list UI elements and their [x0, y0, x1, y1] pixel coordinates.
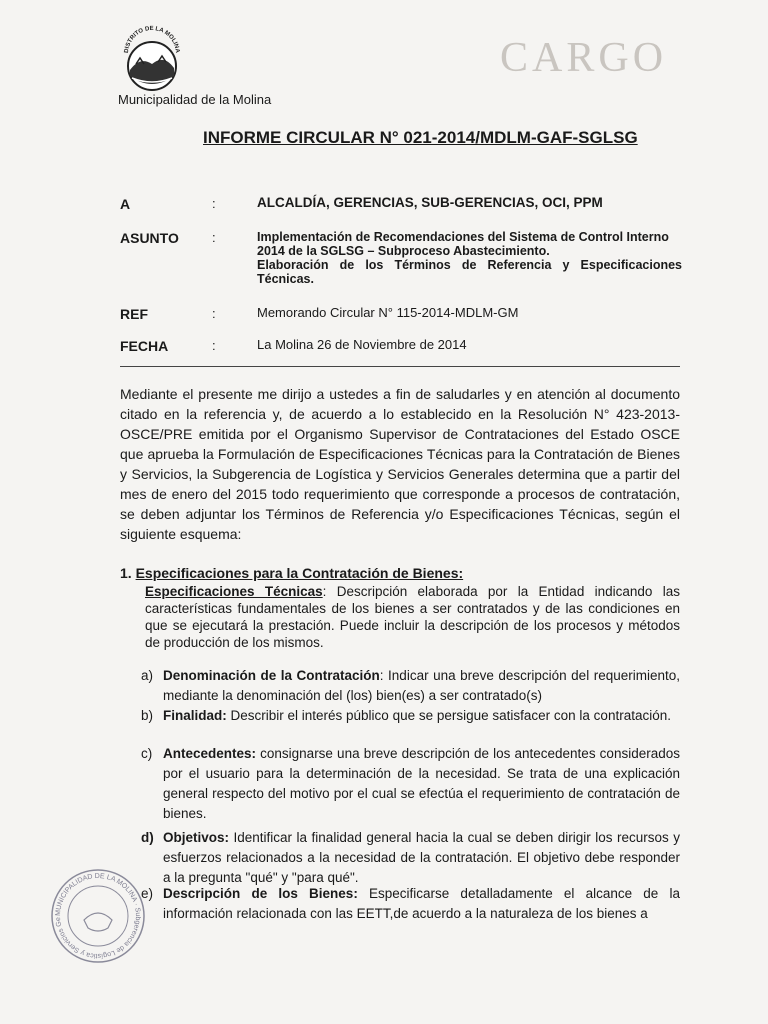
asunto-line: Implementación de Recomendaciones del Sistema de Control Interno	[257, 230, 669, 244]
field-ref-label: REF	[120, 306, 148, 322]
list-item-label: Descripción de los Bienes:	[163, 886, 358, 901]
svg-text:DISTRITO DE LA MOLINA: DISTRITO DE LA MOLINA	[123, 25, 181, 54]
list-item-label: Antecedentes:	[163, 746, 257, 761]
list-item-mark: a)	[141, 668, 154, 683]
field-fecha-colon: :	[212, 338, 216, 353]
list-item-text: : Indicar una breve descripción del requerimiento, mediante la denominación del (los) bien(es) a ser contratado(s)	[163, 668, 680, 703]
field-a-colon: :	[212, 196, 216, 211]
section-1-title	[120, 565, 463, 581]
field-a-label: A	[120, 196, 131, 212]
municipality-name: Municipalidad de la Molina	[118, 92, 272, 107]
section-1-number: 1.	[120, 565, 132, 581]
field-asunto-value	[257, 230, 682, 286]
asunto-line: Elaboración de los Términos de Referencia y Especificaciones	[257, 258, 682, 272]
field-asunto-colon: :	[212, 230, 216, 245]
list-item-mark: c)	[141, 746, 153, 761]
list-item-text: Especificarse detalladamente el alcance de la información relacionada con las EETT,de acuerdo a la naturaleza de los bienes a	[163, 886, 680, 921]
field-ref-colon: :	[212, 306, 216, 321]
list-item-mark: b)	[141, 708, 154, 723]
official-seal	[48, 866, 148, 966]
cargo-stamp: CARGO	[500, 35, 668, 81]
field-fecha-label: FECHA	[120, 338, 169, 354]
section-1-heading: Especificaciones para la Contratación de Bienes:	[135, 565, 464, 581]
list-item-mark: d)	[141, 830, 154, 845]
body-paragraph: Mediante el presente me dirijo a ustedes a fin de saludarles y en atención al documento citado en la referencia y, de acuerdo a lo establecido en la Resolución N° 423-2013-OSCE/PRE emitida por el Organismo Supervisor de Contrataciones del Estado OSCE que aprueba la Formulación de Especificaciones Técnicas para la Contratación de Bienes y Servicios, la Subgerencia de Logística y Servicios Generales determina que a partir del mes de enero del 2015 todo requerimiento que corresponde a procesos de contratación, se deben adjuntar los Términos de Referencia y/o Especificaciones Técnicas, según el siguiente esquema:	[120, 386, 680, 542]
svg-text:MUNICIPALIDAD DE LA MOLINA · S: MUNICIPALIDAD DE LA MOLINA · Subgerencia de Logística y Servicios Ge	[54, 872, 142, 960]
intro-text: : Descripción elaborada por la Entidad indicando las características fundamentales de los bienes a ser contratados y de las condiciones en que se ejecutará la prestación. Puede incluir la descripción de los procesos y métodos de producción de los mismos.	[145, 584, 680, 650]
document-title: INFORME CIRCULAR N° 021-2014/MDLM-GAF-SGLSG	[203, 128, 638, 147]
header-divider	[120, 366, 680, 367]
field-fecha-value: La Molina 26 de Noviembre de 2014	[257, 337, 467, 352]
list-item-text: Describir el interés público que se persigue satisfacer con la contratación.	[226, 708, 671, 723]
list-item-label: Denominación de la Contratación	[163, 668, 380, 683]
asunto-line: Técnicas.	[257, 272, 314, 286]
municipality-logo	[118, 20, 186, 92]
list-item-label: Finalidad:	[163, 708, 227, 723]
field-asunto-label: ASUNTO	[120, 230, 179, 246]
intro-label: Especificaciones Técnicas	[145, 584, 323, 599]
list-item-text: Identificar la finalidad general hacia la cual se deben dirigir los recursos y esfuerzos relacionados a la necesidad de la contratación. El objetivo debe responder a la pregunta "qué" y "para qué".	[163, 830, 680, 885]
section-1-intro	[145, 583, 680, 651]
list-item-label: Objetivos:	[163, 830, 230, 845]
list-item-text: consignarse una breve descripción de los antecedentes considerados por el usuario para la determinación de la necesidad. Se trata de una explicación general respecto del motivo por el cual se efectúa el requerimiento de contratación de bienes.	[163, 746, 680, 821]
field-ref-value: Memorando Circular N° 115-2014-MDLM-GM	[257, 305, 519, 320]
field-a-value: ALCALDÍA, GERENCIAS, SUB-GERENCIAS, OCI, PPM	[257, 195, 603, 210]
asunto-line: 2014 de la SGLSG – Subproceso Abastecimiento.	[257, 244, 550, 258]
list-item-mark: e)	[141, 886, 154, 901]
